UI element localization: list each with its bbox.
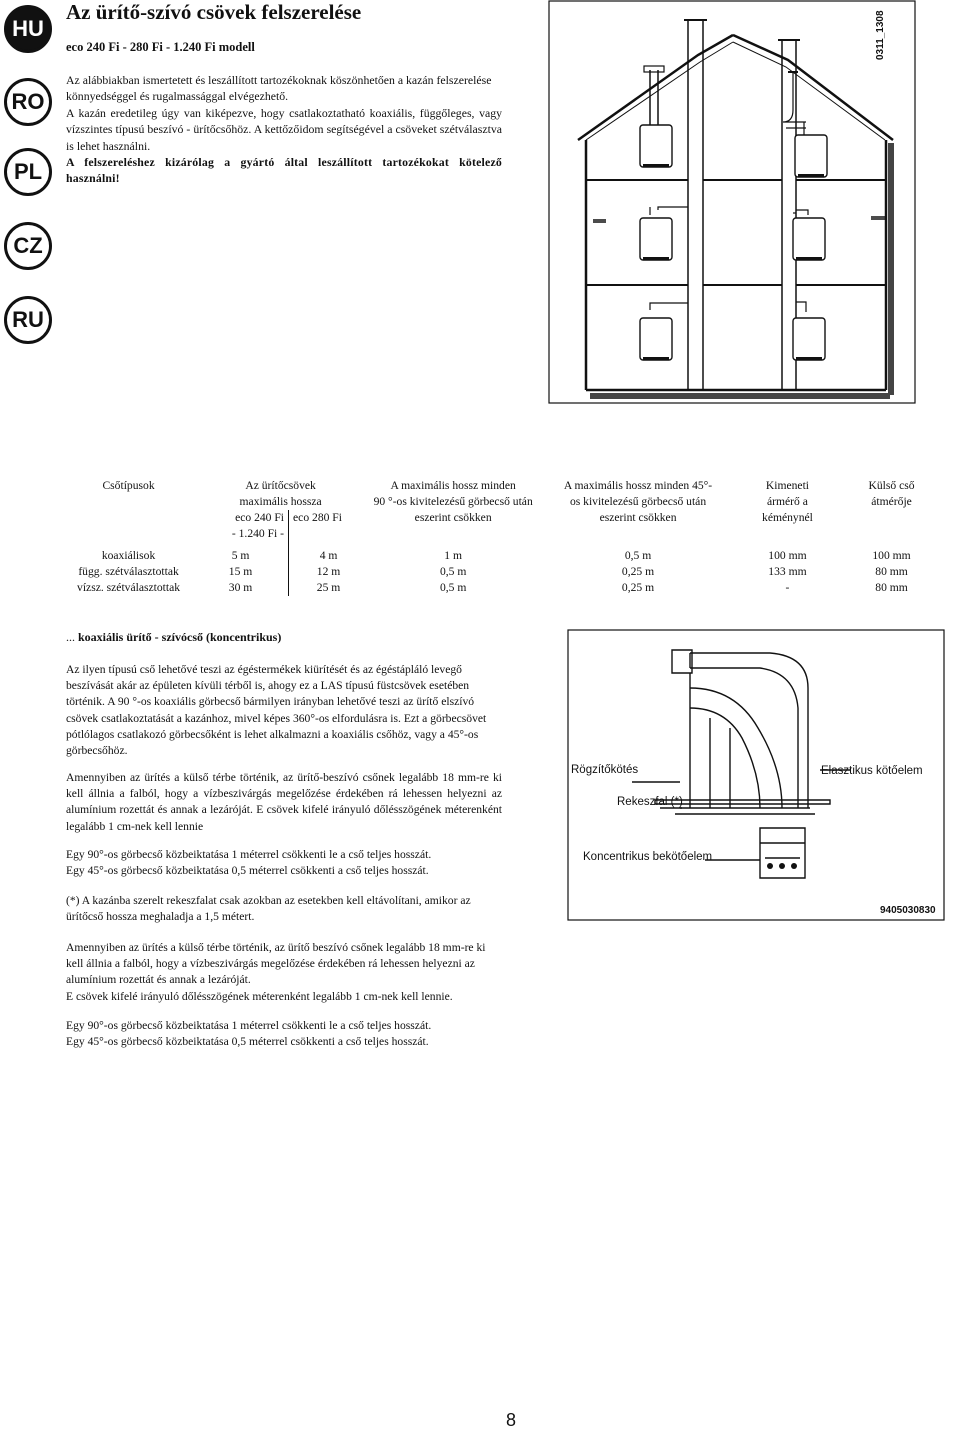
cell-len-a: 30 m (193, 580, 288, 596)
lang-badge-ru: RU (4, 296, 52, 344)
coax-description (66, 662, 502, 759)
elbow-figure-code: 9405030830 (880, 905, 936, 916)
cell-r90: 0,5 m (439, 581, 467, 594)
th-max-length-l1: Az ürítőcsövek (245, 479, 316, 492)
th-eco280: eco 280 Fi (293, 511, 342, 524)
th-outlet-l3: kéménynél (762, 511, 813, 524)
label-fixing-joint: Rögzítőkötés (571, 764, 639, 776)
th-outlet-l1: Kimeneti (765, 479, 810, 492)
para-block4-l2: E csövek kifelé irányuló dőlésszögének méterenként legalább 1 cm-nek kell lennie. (66, 989, 453, 1003)
intro-warning: A felszereléshez kizárólag a gyártó által leszállított tartozékokat kötelező használni! (66, 155, 502, 186)
page-number: 8 (506, 1410, 517, 1430)
th-r90-l3: eszerint csökken (414, 511, 492, 524)
cell-len-b: 25 m (316, 581, 341, 594)
intro-p1: Az alábbiakban ismertetett és leszállított tartozékoknak köszönhetően a kazán felszerelése könnyedséggel és rugalmassággal elvégezhető. (66, 73, 492, 104)
para-block2-l1: Egy 90°-os görbecső közbeiktatása 1 méterrel csökkenti le a cső teljes hosszát. (66, 848, 432, 861)
cell-outlet: 100 mm (768, 549, 807, 562)
label-baffle: Rekeszfal (*) (617, 796, 683, 808)
para-block3: (*) A kazánba szerelt rekeszfalat csak azokban az esetekben kell eltávolítani, amikor az ürítőcső hossza meghaladja a 1,5 métert. (66, 894, 471, 924)
wall-exit-text (66, 770, 502, 835)
baffle-note (66, 893, 502, 925)
th-outer-diameter (837, 478, 946, 526)
para-block5-l2: Egy 45°-os görbecső közbeiktatása 0,5 méterrel csökkenti a cső teljes hosszát. (66, 1035, 429, 1049)
house-flue-diagram (548, 0, 920, 410)
model-line: eco 240 Fi - 280 Fi - 1.240 Fi modell (66, 40, 255, 54)
table-row (64, 580, 946, 596)
cell-outlet: - (785, 581, 790, 594)
th-reduction-90 (368, 478, 538, 526)
th-max-length-l2: maximális hossza (239, 495, 322, 508)
table-row (64, 548, 946, 564)
th-eco240-cont: - 1.240 Fi - (193, 526, 288, 548)
house-figure-code: 0311_1308 (875, 10, 886, 60)
th-outlet-diameter (738, 478, 837, 526)
coax-para: Az ilyen típusú cső lehetővé teszi az égéstermékek kiürítését és az égéstápláló levegő beszívását akár az épületen kívüli térből is, ahogy ez a LAS típusú füstcsövek esetében történik. A 90 °-os koaxiális görbecső bármilyen irányban lehetővé teszi az ürítő elszívó csövek csatlakoztatását a kazánhoz, mivel képes 360°-os elfordulásra is. Ezt a görbecsövet pótlólagos csatlakozó görbecsőként is lehet alkalmazni a koaxiális csőhöz, vagy a 45°-os görbecsőhöz. (66, 663, 487, 758)
cell-outlet: 133 mm (768, 565, 807, 578)
cell-type: függ. szétválasztottak (78, 565, 179, 578)
cell-r90: 0,5 m (439, 565, 467, 578)
th-outer-l2: átmérője (871, 495, 912, 508)
th-pipe-type: Csőtípusok (102, 479, 155, 492)
page-title: Az ürítő-szívó csövek felszerelése (66, 0, 362, 24)
cell-len-a: 5 m (193, 548, 288, 564)
coax-elbow-diagram (560, 628, 950, 928)
intro-p2: A kazán eredetileg úgy van kiképezve, hogy csatlakoztatható koaxiális, függőleges, vagy vízszintes típusú beszívó - ürítőcsőhöz. A kettőzőidom segítségével a csöveket szétválasztva is lehet használni. (66, 105, 502, 153)
th-r90-l1: A maximális hossz minden (390, 479, 516, 492)
intro-text (66, 72, 502, 187)
cell-type: vízsz. szétválasztottak (77, 581, 181, 594)
cell-outer: 80 mm (875, 565, 908, 578)
th-max-length (193, 478, 368, 510)
th-r90-l2: 90 °-os kivitelezésű görbecső után (373, 495, 533, 508)
cell-r90: 1 m (444, 549, 463, 562)
th-reduction-45 (538, 478, 738, 526)
table-row (64, 564, 946, 580)
flue-spec-table (64, 478, 946, 596)
cell-outer: 100 mm (872, 549, 911, 562)
para-block1: Amennyiben az ürítés a külső térbe történik, az ürítő-beszívó csőnek legalább 18 mm-re ki kell állnia a falból, hogy a vízbeszivárgás megelőzése érdekében rá lehessen helyezni az alumínium rozettát és annak a lezáróját. E csövek kifelé irányuló dőlésszögének méterenként legalább 1 cm-nek kell lennie (66, 771, 502, 833)
label-concentric: Koncentrikus bekötőelem (583, 851, 713, 863)
lang-badge-cz: CZ (4, 222, 52, 270)
th-outer-l1: Külső cső (868, 479, 915, 492)
cell-len-b: 4 m (319, 549, 338, 562)
para-block4: Amennyiben az ürítés a külső térbe történik, az ürítő beszívó csőnek legalább 18 mm-re ki kell állnia a falból, hogy a vízbeszivárgás megelőzése érdekében rá lehessen helyezni az alumínium rozettát és annak a lezáróját. (66, 941, 486, 987)
lang-badge-pl: PL (4, 148, 52, 196)
elbow-reduction-text (66, 847, 502, 879)
cell-type: koaxiálisok (101, 549, 156, 562)
cell-len-a: 15 m (193, 564, 288, 580)
th-eco240 (193, 510, 288, 526)
lang-badge-hu: HU (4, 5, 52, 53)
cell-r45: 0,25 m (621, 581, 655, 594)
para-block2-l2: Egy 45°-os görbecső közbeiktatása 0,5 méterrel csökkenti a cső teljes hosszát. (66, 864, 429, 878)
th-outlet-l2: ármérő a (767, 495, 808, 508)
elbow-reduction-text-2 (66, 1018, 502, 1050)
cell-outer: 80 mm (875, 581, 908, 594)
para-block5-l1: Egy 90°-os görbecső közbeiktatása 1 méterrel csökkenti le a cső teljes hosszát. (66, 1019, 432, 1032)
th-r45-l3: eszerint csökken (599, 511, 677, 524)
th-eco240-label: eco 240 Fi (235, 511, 285, 524)
coax-heading-prefix: ... (66, 630, 75, 644)
wall-exit-text-2 (66, 940, 502, 1005)
label-elastic-joint: Elasztikus kötőelem (821, 765, 923, 777)
cell-r45: 0,25 m (621, 565, 655, 578)
coax-heading (66, 630, 281, 645)
th-r45-l1: A maximális hossz minden 45°- (563, 479, 713, 492)
lang-badge-ro: RO (4, 78, 52, 126)
coax-heading-bold: koaxiális ürítő - szívócső (koncentrikus) (78, 630, 282, 644)
cell-len-b: 12 m (316, 565, 341, 578)
th-r45-l2: os kivitelezésű görbecső után (569, 495, 707, 508)
cell-r45: 0,5 m (624, 549, 652, 562)
